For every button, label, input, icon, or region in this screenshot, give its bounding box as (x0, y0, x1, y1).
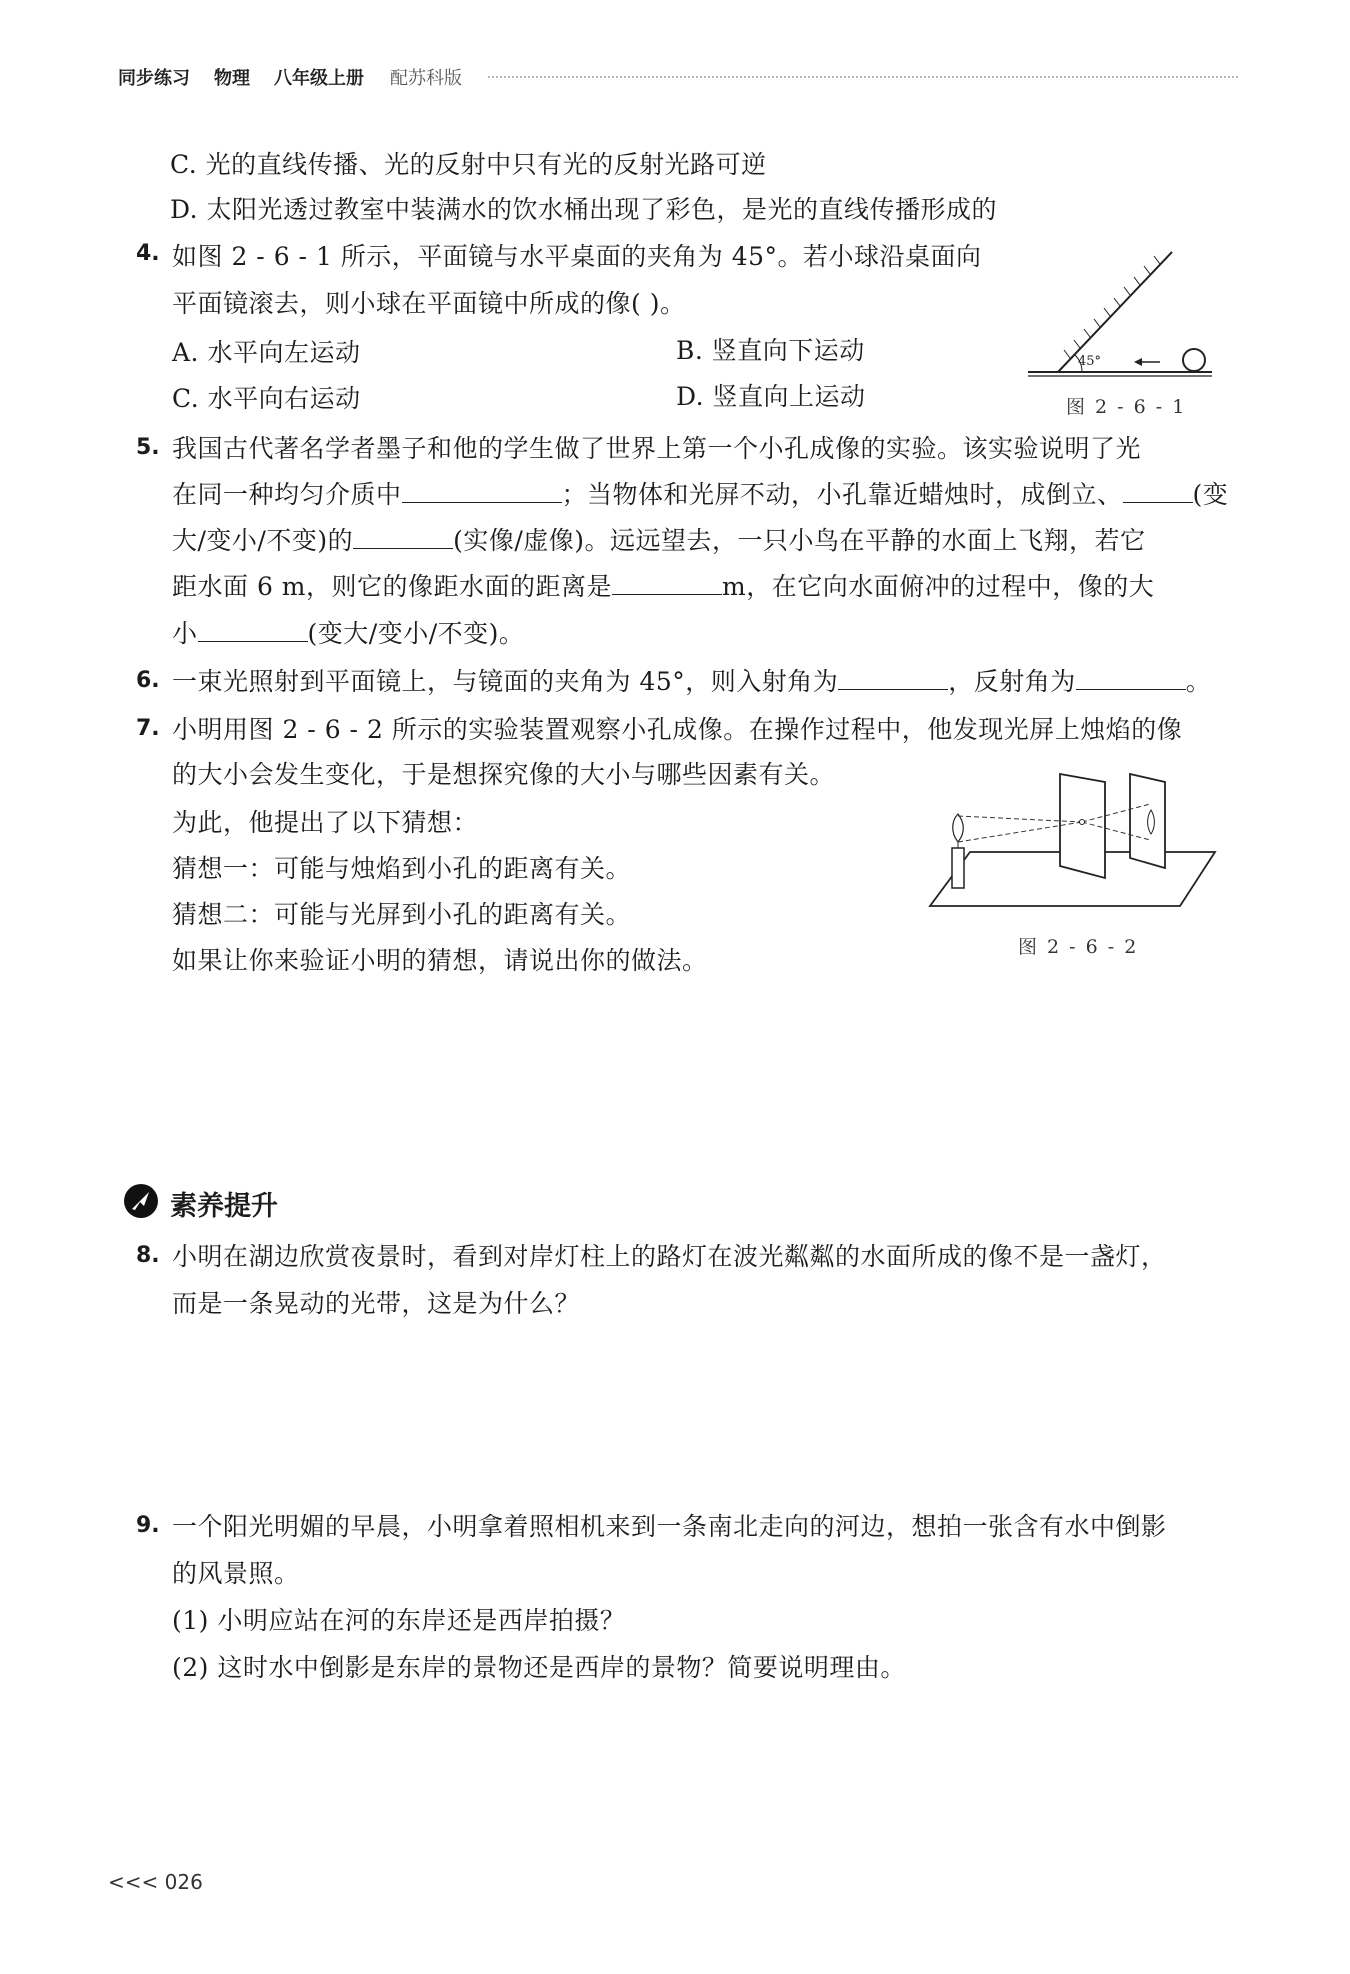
q9-sub1: (1) 小明应站在河的东岸还是西岸拍摄？ (172, 1606, 626, 1635)
q5-blank-1[interactable] (402, 478, 562, 503)
q3-option-c: C. 光的直线传播、光的反射中只有光的反射光路可逆 (170, 150, 767, 179)
q9-line1: 一个阳光明媚的早晨，小明拿着照相机来到一条南北走向的河边，想拍一张含有水中倒影 (172, 1512, 1167, 1541)
figure-mirror-diagram (1020, 240, 1220, 380)
figure-pinhole-apparatus (920, 770, 1220, 920)
grade-label: 八年级上册 (274, 68, 364, 89)
q5-line3: 大/变小/不变)的 (实像/虚像)。远远望去，一只小鸟在平静的水面上飞翔，若它 (172, 526, 1146, 555)
q5-number: 5. (136, 435, 160, 460)
q6-blank-1[interactable] (838, 665, 948, 690)
mirror-hatching (1064, 256, 1160, 358)
q6-blank-2[interactable] (1076, 665, 1186, 690)
q7-line3: 为此，他提出了以下猜想： (172, 808, 479, 837)
header-divider (488, 76, 1238, 78)
edition-label: 配苏科版 (390, 68, 462, 89)
q7-guess2: 猜想二：可能与光屏到小孔的距离有关。 (172, 900, 632, 929)
page-header (118, 64, 1238, 90)
rocket-icon (122, 1182, 160, 1220)
q4-stem-line1: 如图 2 - 6 - 1 所示，平面镜与水平桌面的夹角为 45°。若小球沿桌面向 (172, 242, 982, 271)
figure-caption-2-6-2: 图 2 - 6 - 2 (1018, 936, 1139, 958)
q5-line1: 我国古代著名学者墨子和他的学生做了世界上第一个小孔成像的实验。该实验说明了光 (172, 434, 1142, 463)
light-rays (958, 804, 1150, 842)
q4-option-c: C. 水平向右运动 (172, 384, 361, 413)
motion-arrowhead (1134, 358, 1142, 366)
q6-line: 一束光照射到平面镜上，与镜面的夹角为 45°，则入射角为 ，反射角为 。 (172, 667, 1212, 696)
q4-number: 4. (136, 241, 160, 266)
q3-option-d: D. 太阳光透过教室中装满水的饮水桶出现了彩色，是光的直线传播形成的 (170, 195, 998, 224)
q6-number: 6. (136, 668, 160, 693)
angle-label: 45° (1078, 354, 1102, 369)
q4-option-d: D. 竖直向上运动 (676, 382, 866, 411)
pinhole (1080, 820, 1085, 825)
q4-option-b: B. 竖直向下运动 (676, 336, 865, 365)
q5-blank-2[interactable] (1123, 478, 1193, 503)
q5-blank-4[interactable] (612, 570, 722, 595)
q7-line1: 小明用图 2 - 6 - 2 所示的实验装置观察小孔成像。在操作过程中，他发现光屏上烛焰的像 (172, 715, 1183, 744)
ball (1183, 349, 1205, 371)
q5-line2: 在同一种均匀介质中 ；当物体和光屏不动，小孔靠近蜡烛时，成倒立、 (变 (172, 480, 1229, 509)
q7-number: 7. (136, 716, 160, 741)
q4-option-a: A. 水平向左运动 (172, 338, 361, 367)
plane-mirror (1058, 252, 1172, 372)
q5-line5: 小 (变大/变小/不变)。 (172, 619, 525, 648)
q9-sub2: (2) 这时水中倒影是东岸的景物还是西岸的景物？简要说明理由。 (172, 1653, 906, 1682)
subject-label: 物理 (214, 68, 250, 89)
section-title: 素养提升 (170, 1191, 278, 1222)
page-number: 026 (164, 1870, 203, 1894)
q8-number: 8. (136, 1243, 160, 1268)
footer-arrows: <<< (108, 1870, 159, 1894)
q9-line2: 的风景照。 (172, 1559, 300, 1588)
q4-stem-line2: 平面镜滚去，则小球在平面镜中所成的像( )。 (172, 289, 686, 318)
book-title: 同步练习 (118, 68, 190, 89)
page-footer (108, 1870, 203, 1894)
q5-line4: 距水面 6 m，则它的像距水面的距离是 m，在它向水面俯冲的过程中，像的大 (172, 572, 1155, 601)
q7-guess1: 猜想一：可能与烛焰到小孔的距离有关。 (172, 854, 632, 883)
q5-blank-3[interactable] (353, 524, 453, 549)
figure-caption-2-6-1: 图 2 - 6 - 1 (1066, 396, 1187, 418)
q5-blank-5[interactable] (198, 617, 308, 642)
candle (952, 848, 964, 888)
q9-number: 9. (136, 1513, 160, 1538)
q8-line1: 小明在湖边欣赏夜景时，看到对岸灯柱上的路灯在波光粼粼的水面所成的像不是一盏灯， (172, 1242, 1167, 1271)
q7-line2: 的大小会发生变化，于是想探究像的大小与哪些因素有关。 (172, 760, 836, 789)
q7-line6: 如果让你来验证小明的猜想，请说出你的做法。 (172, 946, 708, 975)
candle-flame (953, 814, 964, 842)
q8-line2: 而是一条晃动的光带，这是为什么？ (172, 1289, 581, 1318)
